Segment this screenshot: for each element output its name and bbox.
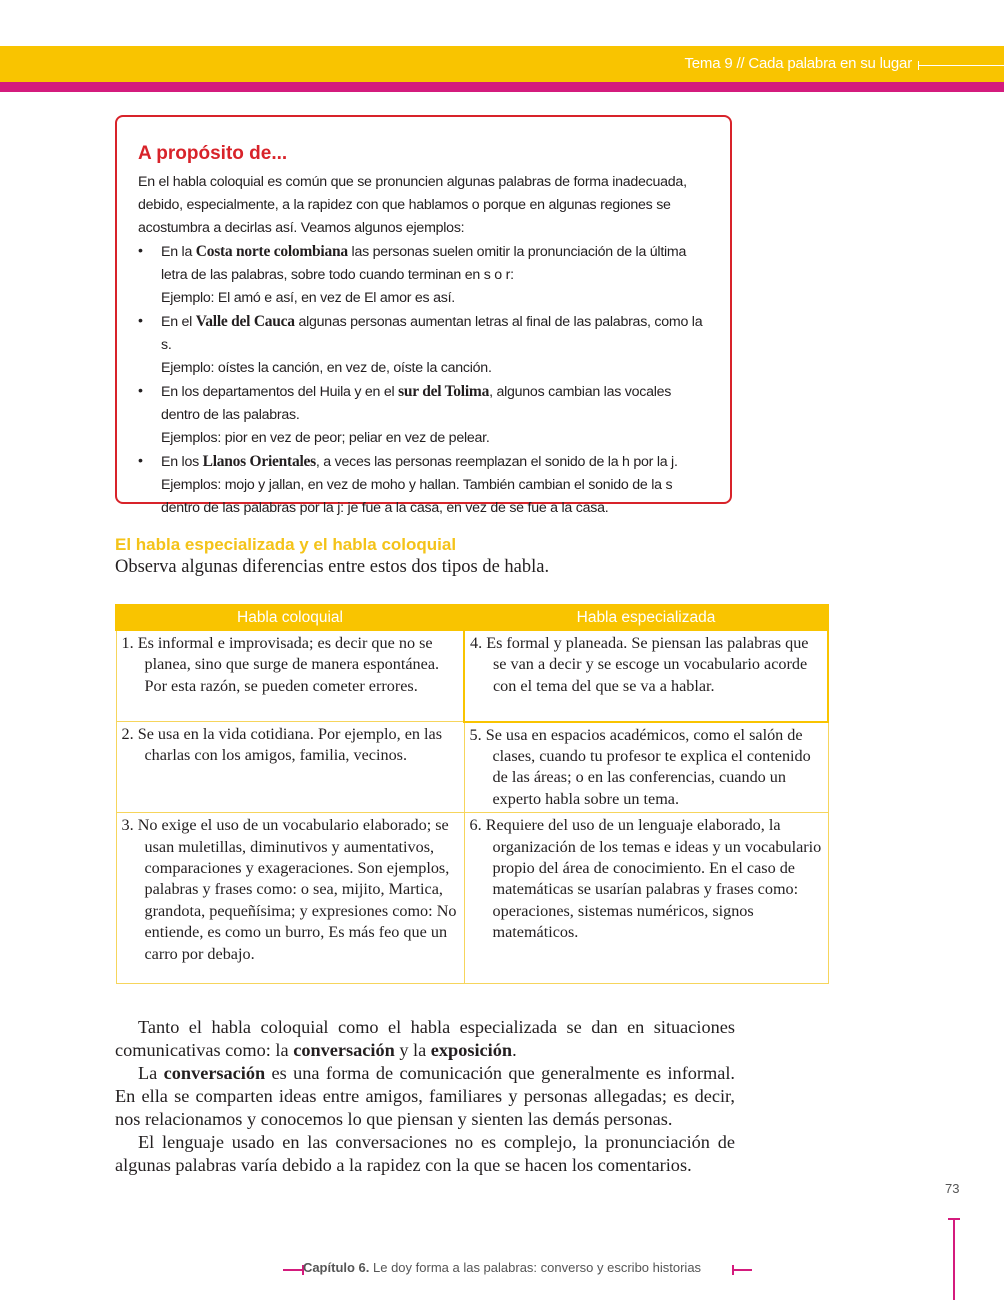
example-text: Ejemplo: oístes la canción, en vez de, oíste la canción. xyxy=(161,360,492,376)
list-item: • En la Costa norte colombiana las personas suelen omitir la pronunciación de la última letra de las palabras, sobre todo cuando terminan en s o r: Ejemplo: El amó e así, en vez de El amor es así. xyxy=(138,240,710,310)
table-cell: 4. Es formal y planeada. Se piensan las palabras que se van a decir y se escoge un vocabulario acorde con el tema del que se va a hablar. xyxy=(464,630,828,722)
proposito-intro: En el habla coloquial es común que se pronuncien algunas palabras de forma inadecuada, debido, especialmente, a la rapidez con que hablamos o porque en algunas regiones se acostumbra a decirlas así. Veamos algunos ejemplos: xyxy=(138,174,687,236)
bullet-icon: • xyxy=(138,383,143,399)
region-name: Costa norte colombiana xyxy=(195,243,348,260)
footer-title: Le doy forma a las palabras: converso y escribo historias xyxy=(369,1260,702,1275)
proposito-list xyxy=(138,240,710,520)
region-name: sur del Tolima xyxy=(398,383,490,400)
proposito-box xyxy=(115,115,732,516)
example-text: Ejemplo: El amó e así, en vez de El amor es así. xyxy=(161,290,455,306)
example-text: Ejemplos: pior en vez de peor; peliar en vez de pelear. xyxy=(161,430,490,446)
body-text xyxy=(115,1016,735,1177)
table-row xyxy=(116,813,828,984)
bullet-icon: • xyxy=(138,453,143,469)
list-item: • En los Llanos Orientales, a veces las personas reemplazan el sonido de la h por la j. Ejemplos: mojo y jallan, en vez de moho y hallan. También cambian el sonido de la s dentro de las palabras por la j: je fue a la casa, en vez de se fue a la casa. xyxy=(138,450,710,520)
comparison-table xyxy=(115,604,829,984)
list-item: • En el Valle del Cauca algunas personas aumentan letras al final de las palabras, como la s. Ejemplo: oístes la canción, en vez de, oíste la canción. xyxy=(138,310,710,380)
region-name: Llanos Orientales xyxy=(202,453,316,470)
table-cell: 5. Se usa en espacios académicos, como el salón de clases, cuando tu profesor te explica el contenido de las áreas; o en las conferencias, cuando un experto habla sobre un tema. xyxy=(464,722,828,813)
table-cell: 3. No exige el uso de un vocabulario elaborado; se usan muletillas, diminutivos y aumentativos, comparaciones y exageraciones. Son ejemplos, palabras y frases como: o sea, mijito, Martica, grandota, pequeñísima; y expresiones como: No entiende, es como un burro, Es más feo que un carro por debajo. xyxy=(116,813,464,984)
body-paragraph: La conversación es una forma de comunicación que generalmente es informal. En ella se comparten ideas entre amigos, familiares y personas allegadas; es decir, nos relacionamos y conocemos lo que piensan y sienten las demás personas. xyxy=(115,1063,735,1129)
table-cell: 6. Requiere del uso de un lenguaje elaborado, la organización de los temas e ideas y un vocabulario propio del área de conocimiento. En el caso de matemáticas se usarían palabras y frases como: operaciones, sistemas numéricos, signos matemáticos. xyxy=(464,813,828,984)
header-title: Tema 9 // Cada palabra en su lugar xyxy=(684,55,912,72)
page-number: 73 xyxy=(945,1181,960,1196)
list-item: • En los departamentos del Huila y en el sur del Tolima, algunos cambian las vocales dentro de las palabras. Ejemplos: pior en vez de peor; peliar en vez de pelear. xyxy=(138,380,710,450)
footer-chapter: Capítulo 6. xyxy=(302,1260,370,1275)
region-name: Valle del Cauca xyxy=(195,313,295,330)
side-rule xyxy=(953,1218,955,1300)
table-cell: 2. Se usa en la vida cotidiana. Por ejemplo, en las charlas con los amigos, familia, vecinos. xyxy=(116,722,464,813)
header-rule xyxy=(918,65,1004,66)
body-paragraph: El lenguaje usado en las conversaciones no es complejo, la pronunciación de algunas palabras varía debido a la rapidez con la que se hacen los comentarios. xyxy=(115,1132,735,1175)
bullet-icon: • xyxy=(138,243,143,259)
column-header-coloquial: Habla coloquial xyxy=(116,605,464,630)
table-row xyxy=(116,722,828,813)
table-header-row xyxy=(116,605,828,630)
footer xyxy=(0,1260,1004,1275)
example-text: Ejemplos: mojo y jallan, en vez de moho y hallan. También cambian el sonido de la s dentro de las palabras por la j: je fue a la casa, en vez de se fue a la casa. xyxy=(161,477,673,516)
header-accent-stripe xyxy=(0,82,1004,92)
proposito-title: A propósito de... xyxy=(138,143,288,164)
bullet-icon: • xyxy=(138,313,143,329)
column-header-especializada: Habla especializada xyxy=(464,605,828,630)
footer-rule-right xyxy=(732,1269,752,1271)
section-subtitle: Observa algunas diferencias entre estos dos tipos de habla. xyxy=(115,557,550,577)
table-cell: 1. Es informal e improvisada; es decir que no se planea, sino que surge de manera espontánea. Por esta razón, se pueden cometer errores. xyxy=(116,630,464,722)
table-row xyxy=(116,630,828,722)
body-paragraph: Tanto el habla coloquial como el habla especializada se dan en situaciones comunicativas como: la conversación y la exposición. xyxy=(115,1017,735,1060)
section-title: El habla especializada y el habla coloquial xyxy=(115,535,457,554)
